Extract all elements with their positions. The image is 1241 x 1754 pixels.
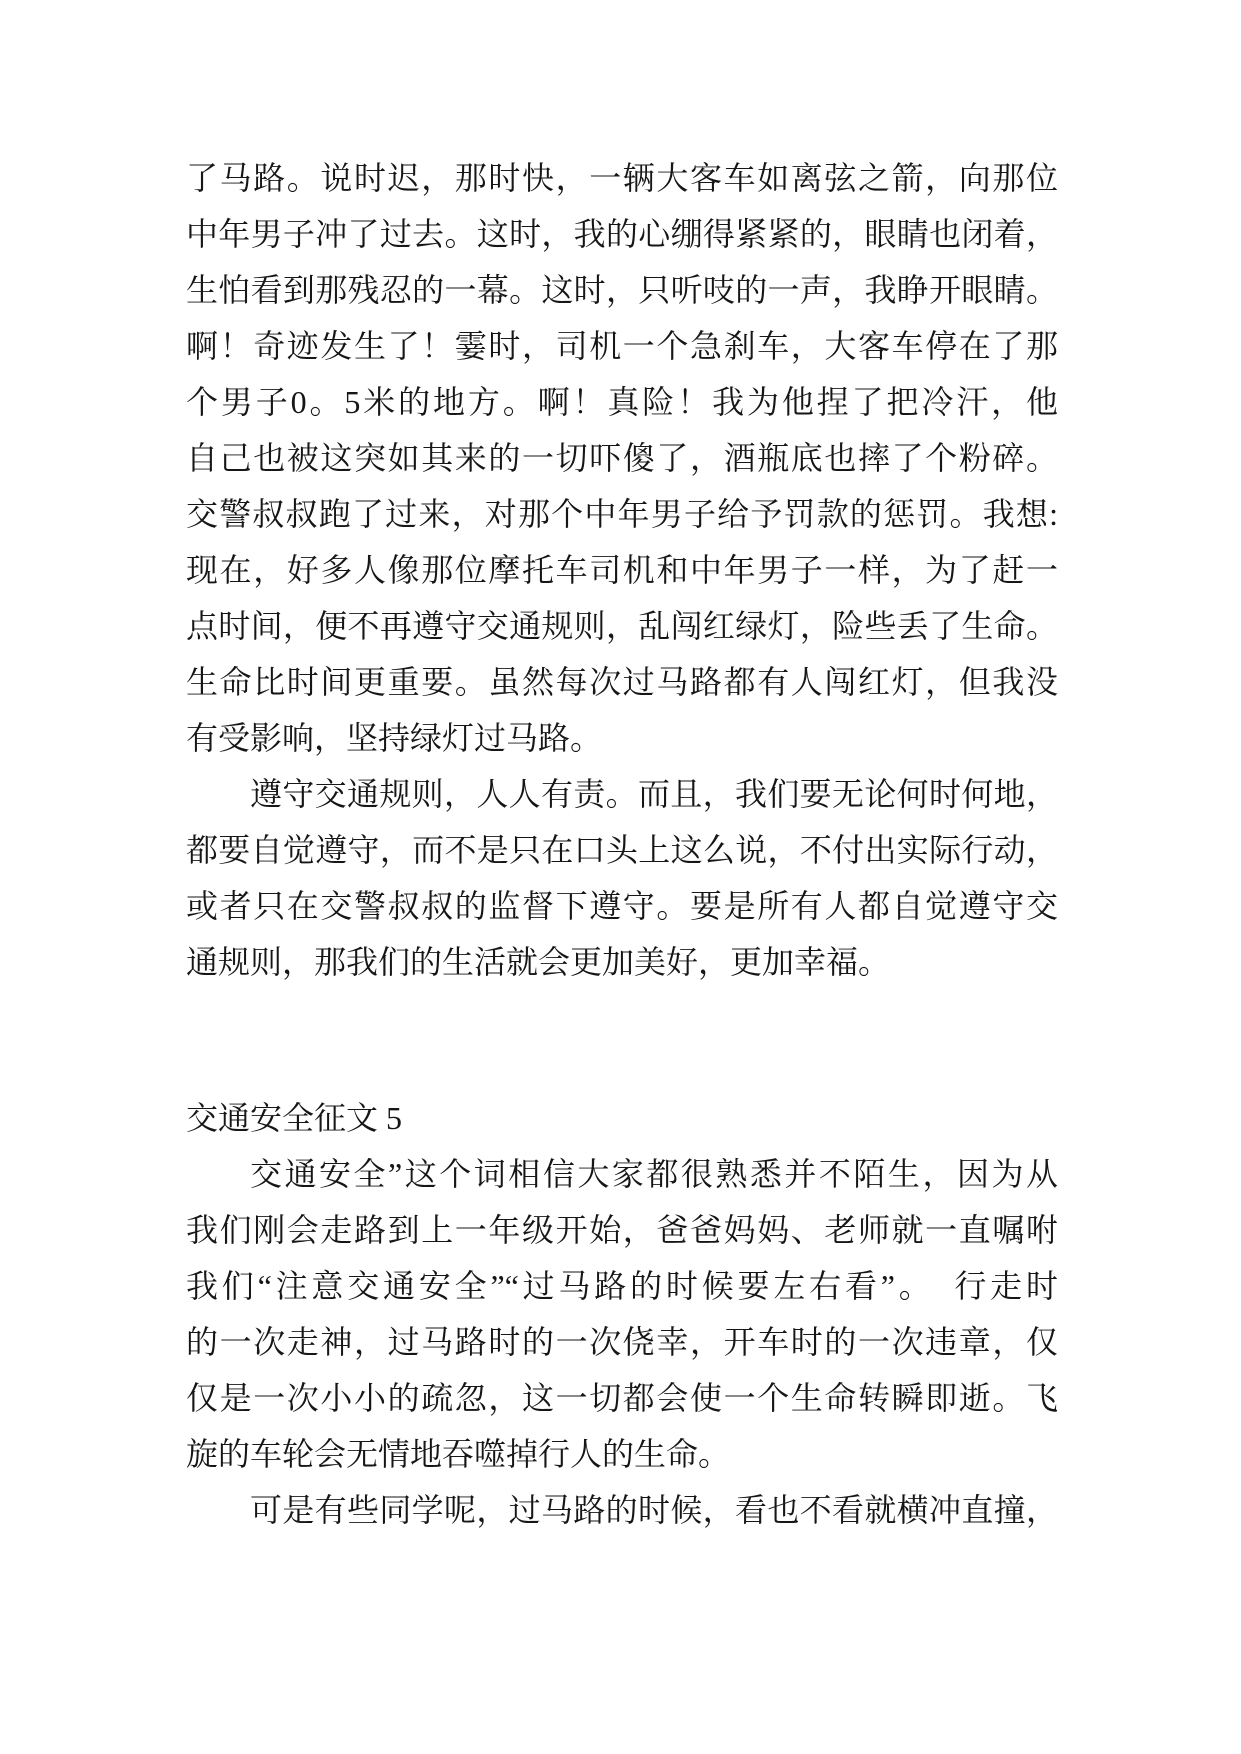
text-line: 自己也被这突如其来的一切吓傻了，酒瓶底也摔了个粉碎。 [186, 440, 1058, 476]
text-line: 了马路。说时迟，那时快，一辆大客车如离弦之箭，向那位 [186, 160, 1058, 196]
text-line: 仅是一次小小的疏忽，这一切都会使一个生命转瞬即逝。飞 [186, 1380, 1058, 1416]
text-line: 可是有些同学呢，过马路的时候，看也不看就横冲直撞， [250, 1492, 1058, 1528]
text-line: 啊！奇迹发生了！霎时，司机一个急刹车，大客车停在了那 [186, 328, 1058, 364]
text-line: 有受影响，坚持绿灯过马路。 [186, 720, 603, 756]
text-line: 点时间，便不再遵守交通规则，乱闯红绿灯，险些丢了生命。 [186, 608, 1058, 644]
text-line: 生怕看到那残忍的一幕。这时，只听吱的一声，我睁开眼睛。 [186, 272, 1058, 308]
text-line: 交通安全”这个词相信大家都很熟悉并不陌生，因为从 [250, 1156, 1058, 1192]
text-line: 我们刚会走路到上一年级开始，爸爸妈妈、老师就一直嘱咐 [186, 1212, 1058, 1248]
document-text [186, 150, 1058, 1538]
text-line: 或者只在交警叔叔的监督下遵守。要是所有人都自觉遵守交 [186, 888, 1058, 924]
text-line: 生命比时间更重要。虽然每次过马路都有人闯红灯，但我没 [186, 664, 1058, 700]
text-line: 都要自觉遵守，而不是只在口头上这么说，不付出实际行动， [186, 832, 1058, 868]
text-line: 的一次走神，过马路时的一次侥幸，开车时的一次违章，仅 [186, 1324, 1058, 1360]
text-line: 中年男子冲了过去。这时，我的心绷得紧紧的，眼睛也闭着， [186, 216, 1058, 252]
section-heading: 交通安全征文 5 [186, 1100, 403, 1136]
text-line: 我们“注意交通安全”“过马路的时候要左右看”。 行走时 [186, 1268, 1058, 1304]
text-line: 旋的车轮会无情地吞噬掉行人的生命。 [186, 1436, 731, 1472]
text-line: 遵守交通规则，人人有责。而且，我们要无论何时何地， [250, 776, 1058, 812]
text-line: 现在，好多人像那位摩托车司机和中年男子一样，为了赶一 [186, 552, 1058, 588]
text-line: 个男子0。5米的地方。啊！真险！我为他捏了把冷汗，他 [186, 384, 1058, 420]
text-line: 通规则，那我们的生活就会更加美好，更加幸福。 [186, 944, 891, 980]
text-line: 交警叔叔跑了过来，对那个中年男子给予罚款的惩罚。我想: [186, 496, 1058, 532]
